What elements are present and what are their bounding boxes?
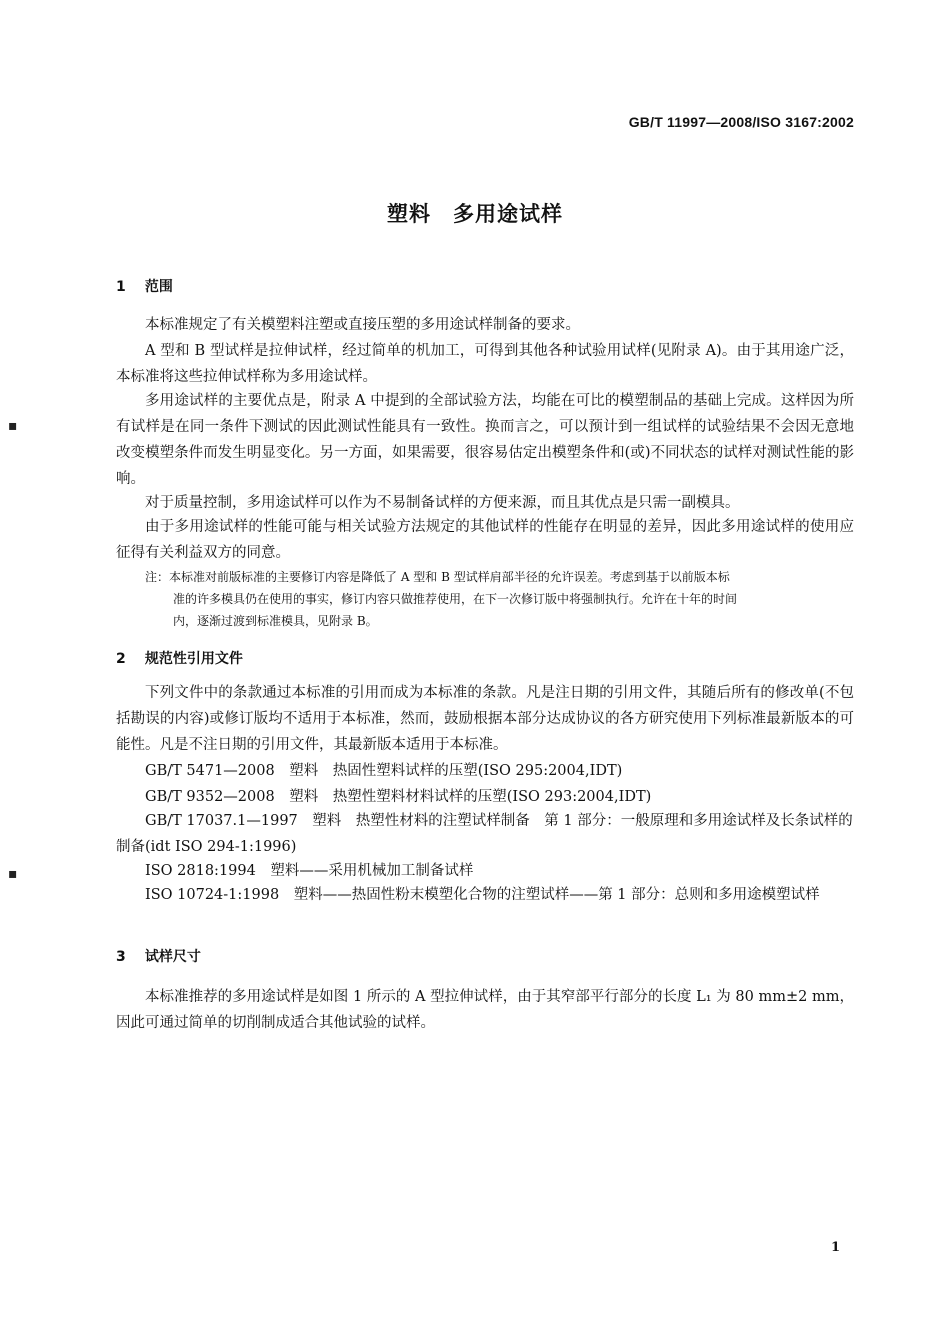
page-title: 塑料 多用途试样 [387, 202, 563, 226]
note-line: 内，逐渐过渡到标准模具，见附录 B。 [173, 614, 378, 628]
scan-mark-icon: ▪ [8, 418, 18, 434]
section-number: 1 [116, 279, 126, 295]
paragraph: 本标准推荐的多用途试样是如图 1 所示的 A 型拉伸试样，由于其窄部平行部分的长度 L₁ 为 80 mm±2 mm，因此可通过简单的切削制成适合其他试验的试样。 [116, 989, 854, 1031]
paragraph: 对于质量控制，多用途试样可以作为不易制备试样的方便来源，而且其优点是只需一副模具。 [145, 495, 740, 511]
paragraph: 由于多用途试样的性能可能与相关试验方法规定的其他试样的性能存在明显的差异，因此多用途试样的使用应征得有关利益双方的同意。 [116, 519, 854, 561]
scan-mark-icon: ▪ [8, 866, 18, 882]
section-3-heading [116, 946, 201, 966]
section-title: 规范性引用文件 [144, 651, 243, 667]
reference-item: GB/T 5471—2008 塑料 热固性塑料试样的压塑(ISO 295:2004,IDT) [145, 763, 623, 779]
note [145, 566, 857, 632]
paragraph: 多用途试样的主要优点是，附录 A 中提到的全部试验方法，均能在可比的模塑制品的基础上完成。这样因为所有试样是在同一条件下测试的因此测试性能具有一致性。换而言之，可以预计到一组试样的试验结果不会因无意地改变模塑条件而发生明显变化。另一方面，如果需要，很容易估定出模塑条件和(或)不同状态的试样对测试性能的影响。 [116, 393, 854, 487]
standard-code: GB/T 11997—2008/ISO 3167:2002 [628, 114, 854, 130]
section-2-heading [116, 648, 243, 668]
reference-item: GB/T 9352—2008 塑料 热塑性塑料材料试样的压塑(ISO 293:2004,IDT) [145, 789, 652, 805]
paragraph: 本标准规定了有关模塑料注塑或直接压塑的多用途试样制备的要求。 [145, 317, 580, 333]
paragraph: A 型和 B 型试样是拉伸试样，经过简单的机加工，可得到其他各种试验用试样(见附录 A)。由于其用途广泛，本标准将这些拉伸试样称为多用途试样。 [116, 343, 854, 385]
section-title: 范围 [144, 279, 173, 295]
note-line: 注：本标准对前版标准的主要修订内容是降低了 A 型和 B 型试样肩部半径的允许误差。考虑到基于以前版本标 [145, 570, 730, 584]
page-number: 1 [830, 1240, 840, 1255]
note-line: 准的许多模具仍在使用的事实，修订内容只做推荐使用，在下一次修订版中将强制执行。允许在十年的时间 [173, 592, 738, 606]
reference-item: ISO 2818:1994 塑料——采用机械加工制备试样 [145, 863, 474, 879]
paragraph: 下列文件中的条款通过本标准的引用而成为本标准的条款。凡是注日期的引用文件，其随后所有的修改单(不包括勘误的内容)或修订版均不适用于本标准，然而，鼓励根据本部分达成协议的各方研究使用下列标准最新版本的可能性。凡是不注日期的引用文件，其最新版本适用于本标准。 [116, 685, 854, 753]
section-1-heading [116, 276, 173, 296]
section-title: 试样尺寸 [144, 949, 201, 965]
section-number: 2 [116, 651, 126, 667]
reference-item: ISO 10724-1:1998 塑料——热固性粉末模塑化合物的注塑试样——第 1 部分：总则和多用途模塑试样 [145, 887, 820, 903]
reference-item: GB/T 17037.1—1997 塑料 热塑性材料的注塑试样制备 第 1 部分：一般原理和多用途试样及长条试样的制备(idt ISO 294-1:1996) [116, 813, 853, 855]
section-number: 3 [116, 949, 126, 965]
